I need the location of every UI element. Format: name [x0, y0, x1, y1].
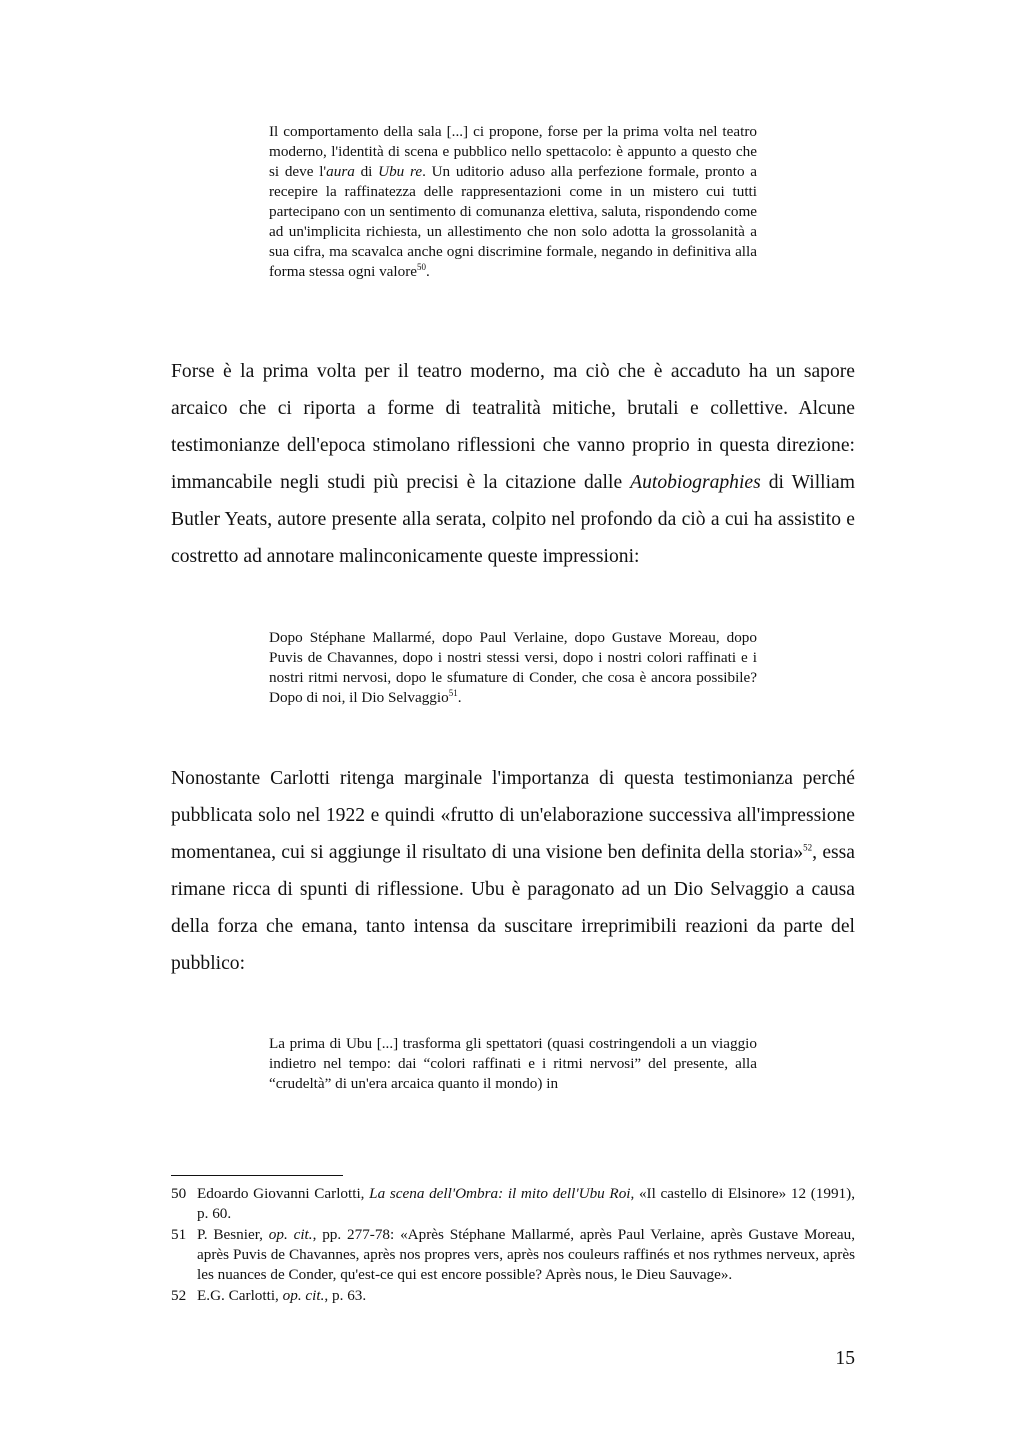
block-quote-carlotti: [269, 122, 757, 282]
footnote-text: , p. 63.: [324, 1287, 367, 1304]
quote-text: di: [354, 163, 379, 180]
block-quote-ubu-premiere: [269, 1034, 757, 1094]
paragraph-text: , essa rimane ricca di spunti di riflessione. Ubu è paragonato ad un Dio Selvaggio a causa della forza che emana, tanto intensa da suscitare irreprimibili reazioni da parte del pubblico:: [171, 842, 855, 974]
footnote-ref-52[interactable]: 52: [803, 842, 813, 853]
footnote-text: Edoardo Giovanni Carlotti,: [197, 1185, 370, 1202]
italic-autobiographies: Autobiographies: [630, 472, 761, 493]
quote-text: Dopo Stéphane Mallarmé, dopo Paul Verlaine, dopo Gustave Moreau, dopo Puvis de Chavannes, dopo i nostri stessi versi, dopo i nostri colori raffinati e i nostri ritmi nervosi, dopo le sfumature di Conder, che cosa è ancora possibile? Dopo di noi, il Dio Selvaggio: [269, 629, 757, 706]
footnote-50: [171, 1184, 855, 1224]
footnote-52: [171, 1286, 855, 1306]
quote-italic-aura: aura: [326, 163, 355, 180]
footnote-text: E.G. Carlotti,: [197, 1287, 283, 1304]
quote-italic-ubu-re: Ubu re: [378, 163, 423, 180]
block-quote-yeats: [269, 628, 757, 708]
page-number: 15: [835, 1348, 855, 1369]
footnote-ref-50[interactable]: 50: [417, 261, 427, 272]
footnote-text: , pp. 277-78: «Après Stéphane Mallarmé, après Paul Verlaine, après Gustave Moreau, après Puvis de Chavannes, après nos propres vers, après nos couleurs raffinés et nos rythmes nerveux, après les nuances de Conder, qu'est-ce qui est encore possible? Après nous, le Dieu Sauvage».: [197, 1226, 855, 1283]
footnote-text: , «Il castello di Elsinore» 12 (1991), p. 60.: [197, 1185, 855, 1222]
footnote-ref-51[interactable]: 51: [448, 687, 458, 698]
footnote-separator: [171, 1175, 343, 1176]
footnotes: [171, 1184, 855, 1307]
footnote-number: 51: [171, 1226, 187, 1243]
quote-text: . Un uditorio aduso alla perfezione formale, pronto a recepire la raffinatezza delle rappresentazioni come in un mistero cui tutti partecipano con un sentimento di comunanza elettiva, saluta, rispondendo come ad un'implicita richiesta, un allestimento che non solo adotta la grossolanità a sua cifra, ma scavalca anche ogni discrimine formale, negando in definitiva alla forma stessa ogni valore: [269, 163, 757, 280]
footnote-text: P. Besnier,: [197, 1226, 269, 1243]
footnote-number: 52: [171, 1287, 187, 1304]
quote-text: Il comportamento della sala [...] ci propone, forse per la prima volta nel teatro moderno, l'identità di scena e pubblico nello spettacolo: è appunto a questo che si deve l': [269, 123, 757, 180]
footnote-italic-op-cit: op. cit.: [268, 1226, 313, 1243]
quote-text: .: [457, 689, 462, 706]
footnote-italic-title: La scena dell'Ombra: il mito dell'Ubu Roi: [369, 1185, 631, 1202]
body-paragraph-carlotti: [171, 760, 855, 982]
paragraph-text: Forse è la prima volta per il teatro moderno, ma ciò che è accaduto ha un sapore arcaico che ci riporta a forme di teatralità mitiche, brutali e collettive. Alcune testimonianze dell'epoca stimolano riflessioni che vanno proprio in questa direzione: immancabile negli studi più precisi è la citazione dalle: [171, 361, 855, 493]
quote-text: .: [426, 263, 430, 280]
footnote-51: [171, 1225, 855, 1285]
footnote-number: 50: [171, 1185, 187, 1202]
footnote-italic-op-cit: op. cit.: [282, 1287, 325, 1304]
quote-text: La prima di Ubu [...] trasforma gli spettatori (quasi costringendoli a un viaggio indietro nel tempo: dai “colori raffinati e i ritmi nervosi” del presente, alla “crudeltà” di un'era arcaica quanto il mondo) in: [269, 1035, 757, 1092]
paragraph-text: di William Butler Yeats, autore presente alla serata, colpito nel profondo da ciò a cui ha assistito e costretto ad annotare malinconicamente queste impressioni:: [171, 472, 855, 567]
paragraph-text: Nonostante Carlotti ritenga marginale l'importanza di questa testimonianza perché pubblicata solo nel 1922 e quindi «frutto di un'elaborazione successiva all'impressione momentanea, cui si aggiunge il risultato di una visione ben definita della storia»: [171, 768, 855, 863]
body-paragraph-yeats: [171, 353, 855, 575]
